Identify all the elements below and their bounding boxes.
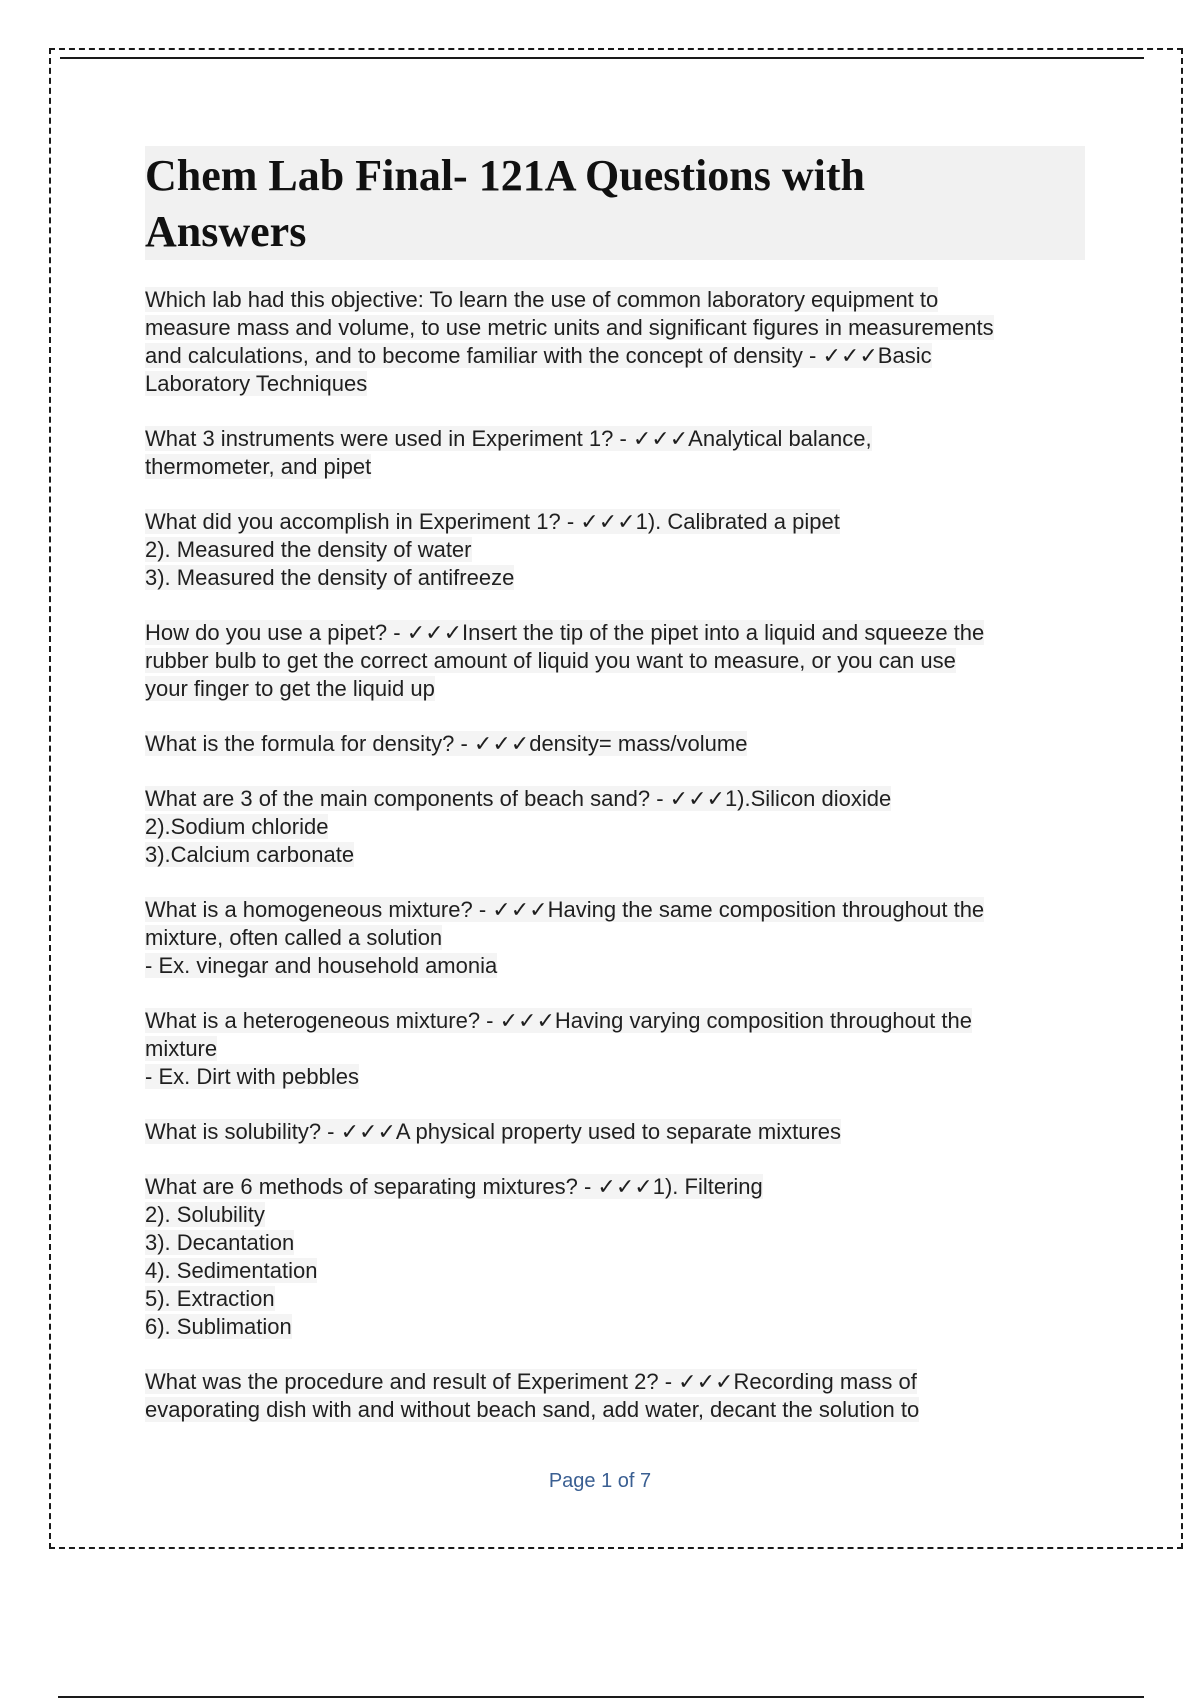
qa-answer-line: mixture: [145, 1036, 218, 1061]
qa-answer-line: evaporating dish with and without beach sand, add water, decant the solution to: [145, 1397, 920, 1422]
qa-item: [145, 1173, 1085, 1341]
qa-question-line: What was the procedure and result of Experiment 2? - ✓✓✓Recording mass of: [145, 1369, 917, 1394]
qa-line: [145, 1118, 1085, 1146]
qa-line: [145, 370, 1085, 398]
qa-answer-line: and calculations, and to become familiar with the concept of density - ✓✓✓Basic: [145, 343, 932, 368]
qa-answer-line: 3).Calcium carbonate: [145, 842, 355, 867]
qa-line: [145, 1396, 1085, 1424]
title-line-1: Chem Lab Final- 121A Questions with: [145, 151, 865, 200]
qa-answer-line: 5). Extraction: [145, 1286, 275, 1311]
qa-line: [145, 675, 1085, 703]
qa-item: [145, 730, 1085, 758]
qa-line: [145, 1229, 1085, 1257]
qa-question-line: What is a heterogeneous mixture? - ✓✓✓Having varying composition throughout the: [145, 1008, 972, 1033]
qa-line: [145, 564, 1085, 592]
document-title: [145, 146, 1085, 260]
qa-answer-line: 2).Sodium chloride: [145, 814, 329, 839]
qa-answer-line: 2). Measured the density of water: [145, 537, 472, 562]
qa-line: [145, 453, 1085, 481]
qa-line: [145, 286, 1085, 314]
qa-list: [145, 286, 1085, 1424]
qa-line: [145, 619, 1085, 647]
qa-line: [145, 952, 1085, 980]
qa-line: [145, 841, 1085, 869]
qa-question-line: What did you accomplish in Experiment 1? - ✓✓✓1). Calibrated a pipet: [145, 509, 840, 534]
qa-line: [145, 342, 1085, 370]
qa-question-line: Which lab had this objective: To learn the use of common laboratory equipment to: [145, 287, 939, 312]
qa-line: [145, 924, 1085, 952]
qa-line: [145, 508, 1085, 536]
qa-answer-line: - Ex. Dirt with pebbles: [145, 1064, 359, 1089]
qa-answer-line: rubber bulb to get the correct amount of liquid you want to measure, or you can use: [145, 648, 956, 673]
qa-question-line: What is solubility? - ✓✓✓A physical property used to separate mixtures: [145, 1119, 842, 1144]
qa-answer-line: measure mass and volume, to use metric units and significant figures in measurements: [145, 315, 994, 340]
qa-item: [145, 508, 1085, 592]
qa-answer-line: Laboratory Techniques: [145, 371, 368, 396]
qa-line: [145, 813, 1085, 841]
qa-line: [145, 1285, 1085, 1313]
qa-answer-line: 3). Measured the density of antifreeze: [145, 565, 515, 590]
qa-question-line: What are 6 methods of separating mixtures? - ✓✓✓1). Filtering: [145, 1174, 763, 1199]
qa-item: [145, 1368, 1085, 1424]
qa-line: [145, 1063, 1085, 1091]
page-border-top-rule: [60, 57, 1144, 59]
qa-answer-line: thermometer, and pipet: [145, 454, 372, 479]
qa-line: [145, 1173, 1085, 1201]
qa-line: [145, 1257, 1085, 1285]
qa-answer-line: your finger to get the liquid up: [145, 676, 435, 701]
document-body: [145, 146, 1085, 1451]
bottom-rule: [58, 1696, 1144, 1698]
qa-item: [145, 1007, 1085, 1091]
title-line-2: Answers: [145, 207, 307, 256]
qa-answer-line: 2). Solubility: [145, 1202, 265, 1227]
qa-line: [145, 1368, 1085, 1396]
qa-line: [145, 536, 1085, 564]
qa-answer-line: 3). Decantation: [145, 1230, 295, 1255]
qa-question-line: What is a homogeneous mixture? - ✓✓✓Having the same composition throughout the: [145, 897, 985, 922]
qa-line: [145, 1313, 1085, 1341]
qa-line: [145, 785, 1085, 813]
qa-answer-line: 6). Sublimation: [145, 1314, 292, 1339]
qa-item: [145, 1118, 1085, 1146]
qa-item: [145, 425, 1085, 481]
qa-question-line: What are 3 of the main components of beach sand? - ✓✓✓1).Silicon dioxide: [145, 786, 892, 811]
qa-line: [145, 314, 1085, 342]
qa-answer-line: 4). Sedimentation: [145, 1258, 318, 1283]
qa-line: [145, 425, 1085, 453]
qa-line: [145, 1007, 1085, 1035]
qa-question-line: How do you use a pipet? - ✓✓✓Insert the tip of the pipet into a liquid and squeeze the: [145, 620, 985, 645]
qa-line: [145, 647, 1085, 675]
qa-line: [145, 730, 1085, 758]
qa-item: [145, 896, 1085, 980]
qa-line: [145, 1201, 1085, 1229]
qa-line: [145, 896, 1085, 924]
qa-question-line: What is the formula for density? - ✓✓✓density= mass/volume: [145, 731, 748, 756]
qa-line: [145, 1035, 1085, 1063]
qa-question-line: What 3 instruments were used in Experiment 1? - ✓✓✓Analytical balance,: [145, 426, 872, 451]
page-number: Page 1 of 7: [548, 1470, 652, 1492]
qa-item: [145, 286, 1085, 398]
qa-item: [145, 785, 1085, 869]
qa-answer-line: - Ex. vinegar and household amonia: [145, 953, 498, 978]
qa-item: [145, 619, 1085, 703]
qa-answer-line: mixture, often called a solution: [145, 925, 443, 950]
